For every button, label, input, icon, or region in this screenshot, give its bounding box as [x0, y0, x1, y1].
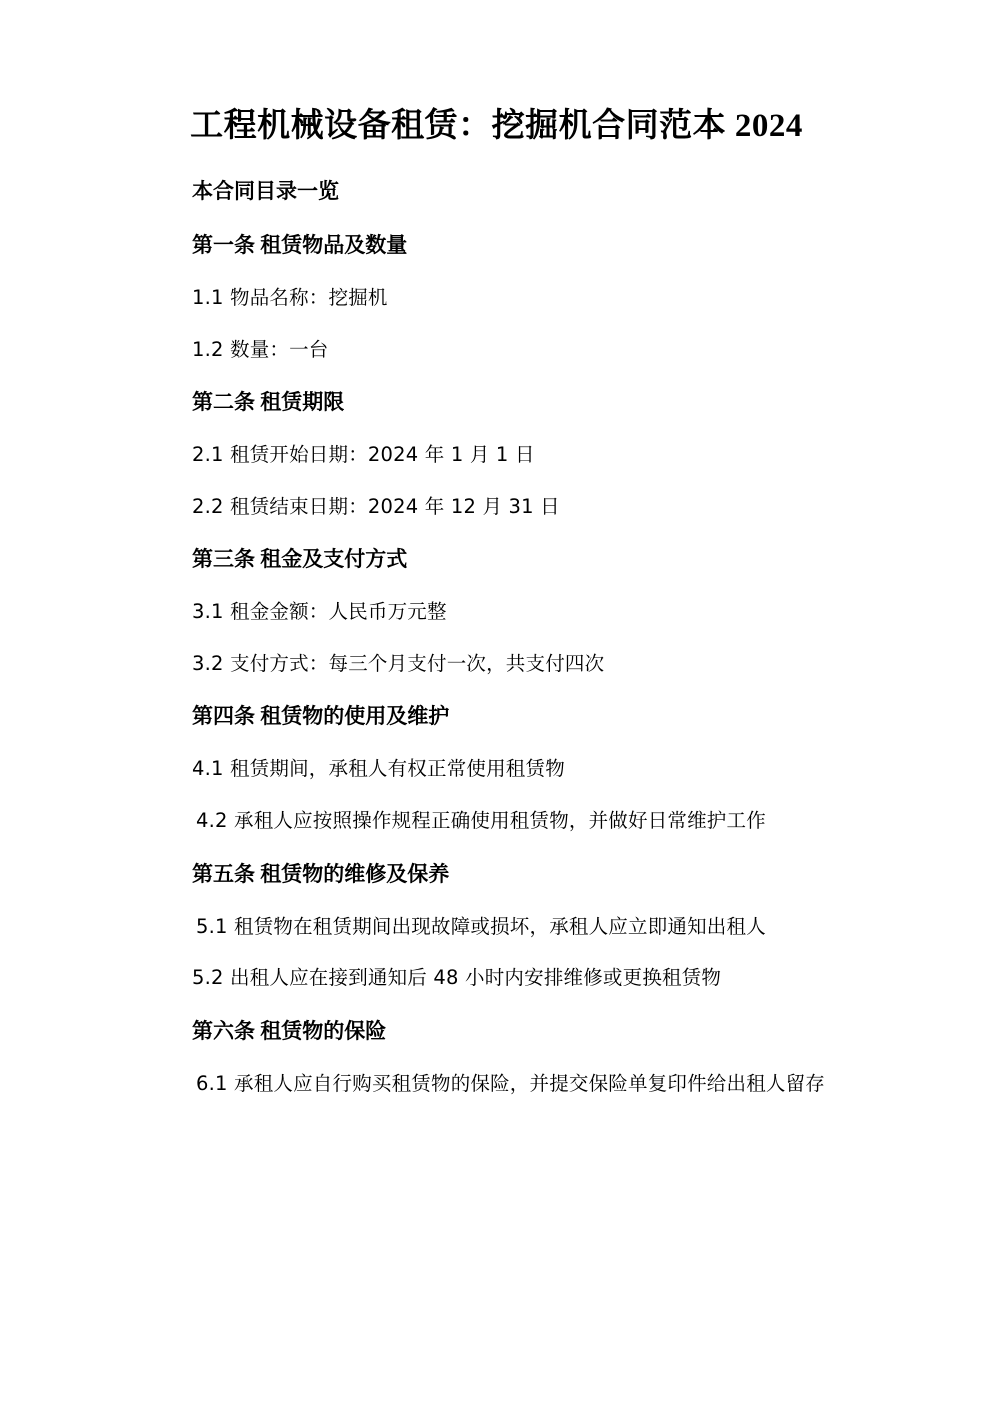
paragraph-toc-heading: 本合同目录一览 — [192, 178, 339, 203]
paragraph-3-1: 3.1 租金金额：人民币万元整 — [192, 600, 447, 624]
paragraph-4-1: 4.1 租赁期间，承租人有权正常使用租赁物 — [192, 757, 565, 781]
paragraph-5-2: 5.2 出租人应在接到通知后 48 小时内安排维修或更换租赁物 — [192, 966, 722, 990]
paragraph-article-5-heading: 第五条 租赁物的维修及保养 — [192, 861, 450, 886]
paragraph-article-6-heading: 第六条 租赁物的保险 — [192, 1018, 387, 1043]
document-body — [148, 174, 845, 1099]
paragraph-1-1: 1.1 物品名称：挖掘机 — [192, 285, 388, 309]
paragraph-article-4-heading: 第四条 租赁物的使用及维护 — [192, 704, 450, 729]
paragraph-2-1: 2.1 租赁开始日期：2024 年 1 月 1 日 — [192, 443, 535, 467]
paragraph-article-3-heading: 第三条 租金及支付方式 — [192, 547, 408, 572]
paragraph-2-2: 2.2 租赁结束日期：2024 年 12 月 31 日 — [192, 494, 560, 518]
page-title: 工程机械设备租赁：挖掘机合同范本 2024 — [190, 108, 803, 144]
paragraph-article-1-heading: 第一条 租赁物品及数量 — [192, 232, 408, 257]
paragraph-6-1: 6.1 承租人应自行购买租赁物的保险，并提交保险单复印件给出租人留存 — [196, 1071, 826, 1095]
paragraph-5-1: 5.1 租赁物在租赁期间出现故障或损坏，承租人应立即通知出租人 — [196, 914, 766, 938]
paragraph-article-2-heading: 第二条 租赁期限 — [192, 390, 345, 415]
paragraph-3-2: 3.2 支付方式：每三个月支付一次，共支付四次 — [192, 651, 605, 675]
paragraph-1-2: 1.2 数量：一台 — [192, 337, 329, 361]
paragraph-4-2: 4.2 承租人应按照操作规程正确使用租赁物，并做好日常维护工作 — [196, 809, 766, 833]
